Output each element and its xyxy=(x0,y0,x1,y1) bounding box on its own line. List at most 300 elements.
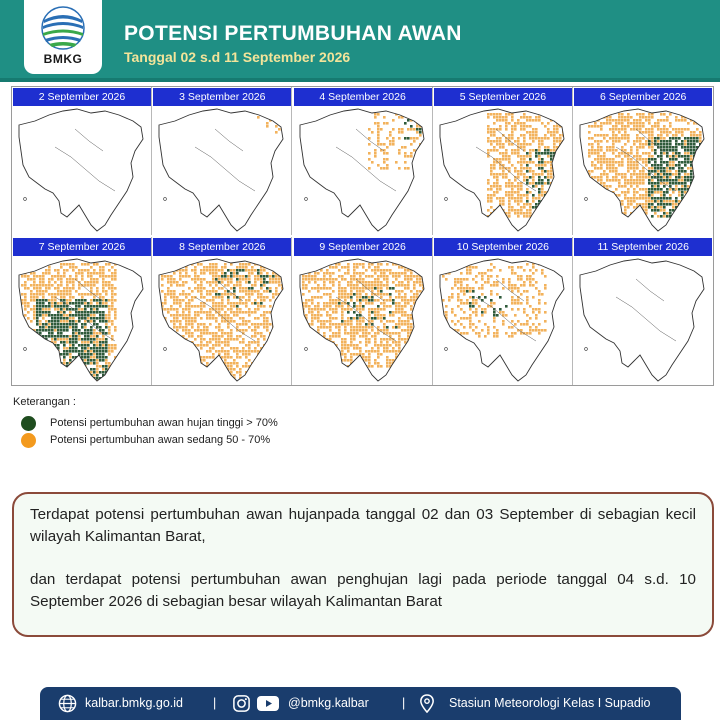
cloud-cell xyxy=(603,182,606,185)
cloud-cell xyxy=(93,353,96,356)
cloud-cell xyxy=(469,314,472,317)
website-link[interactable]: kalbar.bmkg.go.id xyxy=(85,696,183,710)
cloud-cell xyxy=(556,173,559,176)
cloud-cell xyxy=(359,272,362,275)
footer-bar xyxy=(40,687,681,720)
cloud-cell xyxy=(392,302,395,305)
cloud-cell xyxy=(597,206,600,209)
cloud-cell xyxy=(51,335,54,338)
cloud-cell xyxy=(559,167,562,170)
cloud-cell xyxy=(248,269,251,272)
cloud-cell xyxy=(490,302,493,305)
cloud-cell xyxy=(466,284,469,287)
cloud-cell xyxy=(69,350,72,353)
cloud-cell xyxy=(257,359,260,362)
cloud-cell xyxy=(57,272,60,275)
cloud-cell xyxy=(161,341,164,344)
cloud-cell xyxy=(490,275,493,278)
cloud-cell xyxy=(161,320,164,323)
cloud-cell xyxy=(469,308,472,311)
cloud-cell xyxy=(422,302,425,305)
cloud-cell xyxy=(221,269,224,272)
cloud-cell xyxy=(597,161,600,164)
cloud-cell xyxy=(478,305,481,308)
cloud-cell xyxy=(323,332,326,335)
cloud-cell xyxy=(305,329,308,332)
cloud-cell xyxy=(541,185,544,188)
cloud-cell xyxy=(308,332,311,335)
cloud-cell xyxy=(624,182,627,185)
cloud-cell xyxy=(302,359,305,362)
cloud-cell xyxy=(263,263,266,266)
cloud-cell xyxy=(606,158,609,161)
cloud-cell xyxy=(529,191,532,194)
cloud-cell xyxy=(612,137,615,140)
cloud-cell xyxy=(257,269,260,272)
cloud-cell xyxy=(350,356,353,359)
cloud-cell xyxy=(239,317,242,320)
cloud-cell xyxy=(329,287,332,290)
cloud-cell xyxy=(278,284,281,287)
cloud-cell xyxy=(263,320,266,323)
cloud-cell xyxy=(371,365,374,368)
cloud-cell xyxy=(547,176,550,179)
social-handle[interactable]: @bmkg.kalbar xyxy=(288,696,369,710)
cloud-cell xyxy=(401,131,404,134)
cloud-cell xyxy=(591,212,594,215)
cloud-cell xyxy=(42,323,45,326)
cloud-cell xyxy=(344,296,347,299)
cloud-cell xyxy=(323,278,326,281)
cloud-cell xyxy=(215,368,218,371)
cloud-cell xyxy=(350,278,353,281)
cloud-cell xyxy=(672,167,675,170)
cloud-cell xyxy=(161,317,164,320)
cloud-cell xyxy=(111,320,114,323)
cloud-cell xyxy=(645,116,648,119)
cloud-cell xyxy=(102,320,105,323)
cloud-cell xyxy=(481,275,484,278)
cloud-cell xyxy=(182,299,185,302)
cloud-cell xyxy=(72,269,75,272)
youtube-icon[interactable] xyxy=(256,694,280,713)
cloud-cell xyxy=(353,284,356,287)
cloud-cell xyxy=(69,266,72,269)
cloud-cell xyxy=(209,269,212,272)
cloud-cell xyxy=(347,296,350,299)
cloud-cell xyxy=(108,326,111,329)
cloud-cell xyxy=(675,185,678,188)
cloud-cell xyxy=(541,329,544,332)
cloud-cell xyxy=(404,137,407,140)
cloud-cell xyxy=(108,269,111,272)
cloud-cell xyxy=(404,146,407,149)
cloud-cell xyxy=(413,356,416,359)
cloud-cell xyxy=(606,209,609,212)
cloud-cell xyxy=(230,287,233,290)
cloud-cell xyxy=(21,284,24,287)
cloud-cell xyxy=(663,179,666,182)
cloud-cell xyxy=(27,347,30,350)
cloud-cell xyxy=(57,368,60,371)
cloud-cell xyxy=(374,308,377,311)
cloud-cell xyxy=(206,311,209,314)
cloud-cell xyxy=(490,284,493,287)
cloud-cell xyxy=(353,305,356,308)
cloud-cell xyxy=(203,344,206,347)
cloud-cell xyxy=(84,302,87,305)
cloud-cell xyxy=(81,371,84,374)
cloud-cell xyxy=(111,293,114,296)
cloud-cell xyxy=(645,176,648,179)
cloud-cell xyxy=(353,332,356,335)
cloud-cell xyxy=(642,146,645,149)
cloud-cell xyxy=(618,182,621,185)
cloud-cell xyxy=(395,350,398,353)
cloud-cell xyxy=(606,119,609,122)
cloud-cell xyxy=(251,371,254,374)
cloud-cell xyxy=(194,287,197,290)
cloud-cell xyxy=(45,290,48,293)
cloud-cell xyxy=(529,332,532,335)
cloud-cell xyxy=(317,314,320,317)
cloud-cell xyxy=(702,170,705,173)
cloud-cell xyxy=(562,152,565,155)
cloud-cell xyxy=(588,206,591,209)
map-panel xyxy=(12,87,152,235)
cloud-cell xyxy=(245,266,248,269)
cloud-cell xyxy=(63,314,66,317)
cloud-cell xyxy=(526,320,529,323)
cloud-cell xyxy=(621,215,624,218)
cloud-cell xyxy=(490,170,493,173)
cloud-cell xyxy=(523,308,526,311)
cloud-cell xyxy=(642,194,645,197)
cloud-cell xyxy=(335,323,338,326)
cloud-cell xyxy=(224,314,227,317)
cloud-cell xyxy=(36,371,39,374)
cloud-cell xyxy=(517,188,520,191)
cloud-cell xyxy=(627,197,630,200)
cloud-cell xyxy=(636,152,639,155)
cloud-cell xyxy=(675,131,678,134)
cloud-cell xyxy=(392,143,395,146)
cloud-cell xyxy=(170,341,173,344)
cloud-cell xyxy=(398,362,401,365)
cloud-cell xyxy=(368,296,371,299)
cloud-cell xyxy=(669,182,672,185)
cloud-cell xyxy=(21,275,24,278)
cloud-cell xyxy=(39,281,42,284)
cloud-cell xyxy=(84,371,87,374)
cloud-cell xyxy=(93,305,96,308)
cloud-cell xyxy=(344,347,347,350)
cloud-cell xyxy=(69,347,72,350)
cloud-cell xyxy=(466,263,469,266)
cloud-cell xyxy=(618,164,621,167)
cloud-cell xyxy=(51,365,54,368)
map-panel-date: 3 September 2026 xyxy=(153,88,291,106)
cloud-cell xyxy=(642,173,645,176)
cloud-cell xyxy=(90,347,93,350)
cloud-cell xyxy=(102,278,105,281)
cloud-cell xyxy=(508,287,511,290)
cloud-cell xyxy=(642,152,645,155)
cloud-cell xyxy=(341,353,344,356)
cloud-cell xyxy=(114,371,117,374)
cloud-cell xyxy=(66,329,69,332)
cloud-cell xyxy=(329,320,332,323)
district-boundary xyxy=(215,129,243,151)
cloud-cell xyxy=(81,272,84,275)
cloud-cell xyxy=(377,290,380,293)
cloud-cell xyxy=(317,329,320,332)
cloud-cell xyxy=(90,284,93,287)
cloud-cell xyxy=(51,359,54,362)
cloud-cell xyxy=(514,212,517,215)
cloud-cell xyxy=(194,305,197,308)
cloud-cell xyxy=(371,350,374,353)
cloud-cell xyxy=(218,341,221,344)
cloud-cell xyxy=(188,299,191,302)
cloud-cell xyxy=(359,299,362,302)
cloud-cell xyxy=(475,311,478,314)
cloud-cell xyxy=(45,353,48,356)
cloud-cell xyxy=(490,140,493,143)
cloud-cell xyxy=(36,350,39,353)
cloud-cell xyxy=(48,272,51,275)
cloud-cell xyxy=(648,194,651,197)
cloud-cell xyxy=(672,173,675,176)
cloud-cell xyxy=(72,323,75,326)
cloud-cell xyxy=(389,332,392,335)
cloud-cell xyxy=(699,149,702,152)
cloud-cell xyxy=(329,281,332,284)
cloud-cell xyxy=(356,344,359,347)
cloud-cell xyxy=(499,269,502,272)
cloud-cell xyxy=(690,143,693,146)
cloud-cell xyxy=(203,266,206,269)
cloud-cell xyxy=(386,359,389,362)
cloud-cell xyxy=(254,323,257,326)
cloud-cell xyxy=(308,305,311,308)
cloud-cell xyxy=(254,377,257,380)
cloud-cell xyxy=(541,272,544,275)
cloud-cell xyxy=(395,341,398,344)
instagram-icon[interactable] xyxy=(232,694,251,713)
cloud-cell xyxy=(511,182,514,185)
cloud-cell xyxy=(218,335,221,338)
cloud-cell xyxy=(541,194,544,197)
cloud-cell xyxy=(39,293,42,296)
cloud-cell xyxy=(386,167,389,170)
cloud-cell xyxy=(678,179,681,182)
cloud-cell xyxy=(326,311,329,314)
cloud-cell xyxy=(170,353,173,356)
cloud-cell xyxy=(260,275,263,278)
kalbar-region-map xyxy=(293,107,431,234)
cloud-cell xyxy=(308,275,311,278)
cloud-cell xyxy=(529,212,532,215)
cloud-cell xyxy=(520,134,523,137)
cloud-cell xyxy=(639,155,642,158)
cloud-cell xyxy=(302,266,305,269)
cloud-cell xyxy=(114,308,117,311)
cloud-cell xyxy=(454,284,457,287)
cloud-cell xyxy=(191,278,194,281)
cloud-cell xyxy=(87,350,90,353)
cloud-cell xyxy=(66,263,69,266)
cloud-cell xyxy=(511,164,514,167)
cloud-cell xyxy=(344,272,347,275)
cloud-cell xyxy=(254,269,257,272)
cloud-cell xyxy=(594,212,597,215)
cloud-cell xyxy=(362,278,365,281)
cloud-cell xyxy=(490,167,493,170)
cloud-cell xyxy=(102,344,105,347)
cloud-cell xyxy=(329,356,332,359)
cloud-cell xyxy=(410,272,413,275)
cloud-cell xyxy=(398,347,401,350)
cloud-cell xyxy=(209,377,212,380)
cloud-cell xyxy=(39,356,42,359)
cloud-cell xyxy=(368,341,371,344)
cloud-cell xyxy=(45,371,48,374)
cloud-cell xyxy=(690,194,693,197)
cloud-cell xyxy=(678,206,681,209)
cloud-cell xyxy=(33,284,36,287)
cloud-cell xyxy=(45,344,48,347)
cloud-cell xyxy=(75,275,78,278)
cloud-cell xyxy=(627,203,630,206)
cloud-cell xyxy=(338,287,341,290)
cloud-cell xyxy=(618,161,621,164)
cloud-cell xyxy=(194,359,197,362)
cloud-cell xyxy=(90,326,93,329)
cloud-cell xyxy=(469,320,472,323)
cloud-cell xyxy=(663,200,666,203)
cloud-cell xyxy=(511,284,514,287)
cloud-cell xyxy=(48,329,51,332)
cloud-cell xyxy=(63,329,66,332)
cloud-cell xyxy=(335,350,338,353)
cloud-cell xyxy=(484,281,487,284)
cloud-cell xyxy=(75,377,78,380)
cloud-cell xyxy=(203,326,206,329)
cloud-cell xyxy=(657,215,660,218)
cloud-cell xyxy=(206,326,209,329)
cloud-cell xyxy=(648,119,651,122)
cloud-cell xyxy=(30,284,33,287)
cloud-cell xyxy=(245,350,248,353)
cloud-cell xyxy=(633,194,636,197)
cloud-cell xyxy=(508,143,511,146)
cloud-cell xyxy=(520,212,523,215)
cloud-cell xyxy=(511,149,514,152)
cloud-cell xyxy=(63,335,66,338)
cloud-cell xyxy=(281,341,284,344)
cloud-cell xyxy=(111,365,114,368)
cloud-cell xyxy=(191,371,194,374)
cloud-cell xyxy=(111,350,114,353)
cloud-cell xyxy=(311,338,314,341)
cloud-cell xyxy=(42,281,45,284)
cloud-cell xyxy=(69,299,72,302)
cloud-cell xyxy=(633,173,636,176)
cloud-cell xyxy=(203,329,206,332)
cloud-cell xyxy=(173,296,176,299)
cloud-cell xyxy=(657,167,660,170)
cloud-cell xyxy=(410,266,413,269)
cloud-cell xyxy=(176,311,179,314)
cloud-cell xyxy=(386,278,389,281)
cloud-cell xyxy=(550,191,553,194)
cloud-cell xyxy=(105,347,108,350)
cloud-cell xyxy=(362,281,365,284)
cloud-cell xyxy=(323,287,326,290)
cloud-cell xyxy=(499,137,502,140)
cloud-cell xyxy=(84,359,87,362)
cloud-cell xyxy=(496,179,499,182)
cloud-cell xyxy=(642,182,645,185)
cloud-cell xyxy=(78,320,81,323)
cloud-cell xyxy=(672,146,675,149)
cloud-cell xyxy=(624,128,627,131)
cloud-cell xyxy=(251,269,254,272)
cloud-cell xyxy=(529,149,532,152)
cloud-cell xyxy=(544,125,547,128)
cloud-cell xyxy=(75,362,78,365)
map-panel xyxy=(573,237,713,385)
cloud-cell xyxy=(538,182,541,185)
cloud-cell xyxy=(416,335,419,338)
cloud-cell xyxy=(633,197,636,200)
cloud-cell xyxy=(338,302,341,305)
cloud-cell xyxy=(603,212,606,215)
cloud-cell xyxy=(603,170,606,173)
cloud-cell xyxy=(377,317,380,320)
cloud-cell xyxy=(170,359,173,362)
cloud-cell xyxy=(209,308,212,311)
cloud-cell xyxy=(460,284,463,287)
cloud-cell xyxy=(460,323,463,326)
cloud-cell xyxy=(111,323,114,326)
cloud-cell xyxy=(21,293,24,296)
cloud-cell xyxy=(648,143,651,146)
cloud-cell xyxy=(75,332,78,335)
cloud-cell xyxy=(87,359,90,362)
cloud-cell xyxy=(377,164,380,167)
cloud-cell xyxy=(529,116,532,119)
cloud-cell xyxy=(347,293,350,296)
cloud-cell xyxy=(365,326,368,329)
cloud-cell xyxy=(57,317,60,320)
cloud-cell xyxy=(248,314,251,317)
cloud-cell xyxy=(386,356,389,359)
cloud-cell xyxy=(63,326,66,329)
cloud-cell xyxy=(105,326,108,329)
cloud-cell xyxy=(386,344,389,347)
cloud-cell xyxy=(66,284,69,287)
cloud-cell xyxy=(690,137,693,140)
cloud-cell xyxy=(272,356,275,359)
cloud-cell xyxy=(272,278,275,281)
cloud-cell xyxy=(93,284,96,287)
cloud-cell xyxy=(684,149,687,152)
cloud-cell xyxy=(547,212,550,215)
cloud-cell xyxy=(472,311,475,314)
cloud-cell xyxy=(332,266,335,269)
